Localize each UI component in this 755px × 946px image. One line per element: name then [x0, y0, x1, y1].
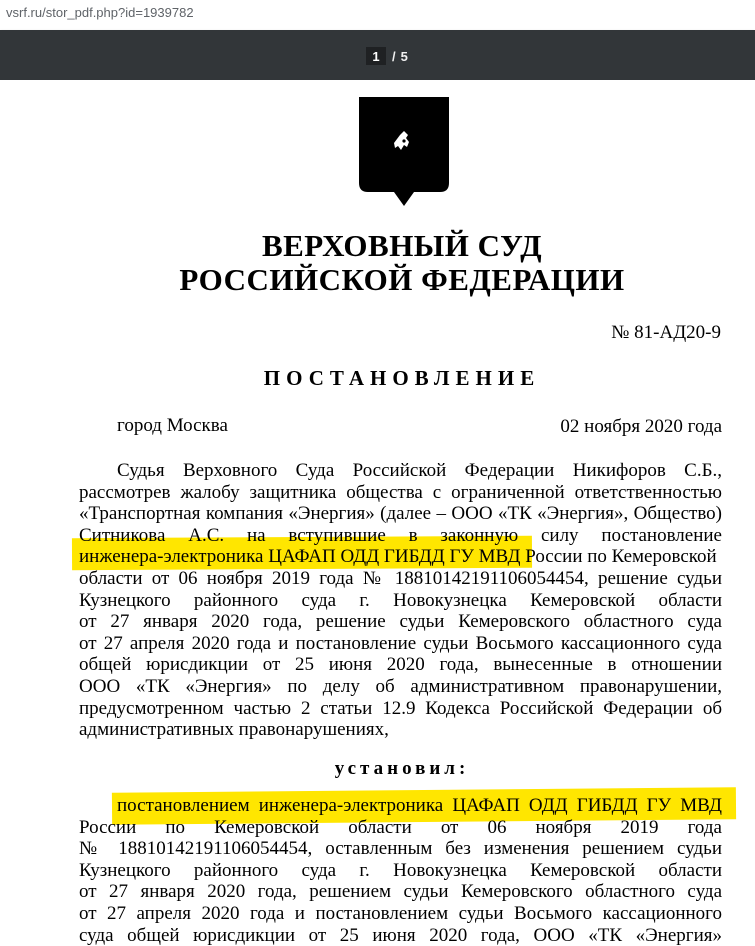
text-line: Судья Верховного Суда Российской Федерации Никифоров С.Б., — [117, 460, 722, 481]
ruling-paragraph — [79, 795, 722, 946]
city: город Москва — [117, 415, 228, 436]
page-separator: / — [392, 48, 396, 64]
text-line: от 27 апреля 2020 года и постановление судьи Восьмого кассационного суда — [79, 632, 722, 654]
text-line: рассмотрев жалобу защитника общества с ограниченной ответственностью — [79, 481, 722, 503]
court-title-line1: ВЕРХОВНЫЙ СУД — [261, 228, 543, 263]
text-line: Кузнецкого районного суда г. Новокузнецка Кемеровской области — [79, 859, 722, 881]
document-type: ПОСТАНОВЛЕНИЕ — [263, 366, 541, 390]
text-line: суда общей юрисдикции от 25 июня 2020 года, ООО «ТК «Энергия» — [79, 924, 722, 946]
text-line: № 18810142191106054454, оставленным без изменения решением судьи — [79, 838, 722, 860]
case-number: № 81-АД20-9 — [611, 322, 721, 343]
address-bar[interactable] — [0, 0, 755, 31]
text-line: Ситникова А.С. на вступившие в законную силу постановление — [79, 524, 722, 546]
text-line: от 27 января 2020 года, решение судьи Кемеровского областного суда — [79, 611, 722, 633]
text-line-highlighted: постановлением инженера-электроника ЦАФАП ОДД ГИБДД ГУ МВД — [117, 795, 722, 816]
highlighted-text: инженера-электроника ЦАФАП ОДД ГИБДД ГУ МВД — [79, 546, 521, 568]
document-date: 02 ноября 2020 года — [560, 416, 722, 437]
court-title-line2: РОССИЙСКОЙ ФЕДЕРАЦИИ — [179, 262, 625, 297]
established-heading: установил: — [334, 758, 470, 779]
text-line: общей юрисдикции от 25 июня 2020 года, вынесенные в отношении — [79, 654, 722, 676]
text-line: Кузнецкого районного суда г. Новокузнецка Кемеровской области — [79, 589, 722, 611]
page-number-input[interactable] — [366, 47, 386, 65]
pdf-toolbar — [0, 30, 755, 80]
text-line: «Транспортная компания «Энергия» (далее – ООО «ТК «Энергия», Общество) — [79, 503, 722, 525]
text-line: России по Кемеровской области от 06 ноября 2019 года — [79, 816, 722, 838]
text-line-highlighted — [79, 546, 722, 568]
page-indicator — [366, 47, 408, 65]
text-line: ООО «ТК «Энергия» по делу об административном правонарушении, — [79, 675, 722, 697]
total-pages: 5 — [400, 48, 408, 64]
url-text[interactable]: vsrf.ru/stor_pdf.php?id=1939782 — [6, 5, 194, 20]
text-line: от 27 апреля 2020 года и постановлением судьи Восьмого кассационного — [79, 902, 722, 924]
coat-of-arms-emblem — [356, 97, 452, 207]
text-line: предусмотренном частью 2 статьи 12.9 Кодекса Российской Федерации об — [79, 697, 722, 719]
text-line: административных правонарушениях, — [79, 719, 389, 741]
text-line: от 27 января 2020 года, решением судьи Кемеровского областного суда — [79, 881, 722, 903]
pdf-page[interactable] — [0, 80, 755, 946]
intro-paragraph — [79, 460, 722, 741]
text-line: области от 06 ноября 2019 года № 18810142191106054454, решение судьи — [79, 567, 722, 589]
text-fragment: России по Кемеровской — [525, 546, 717, 568]
